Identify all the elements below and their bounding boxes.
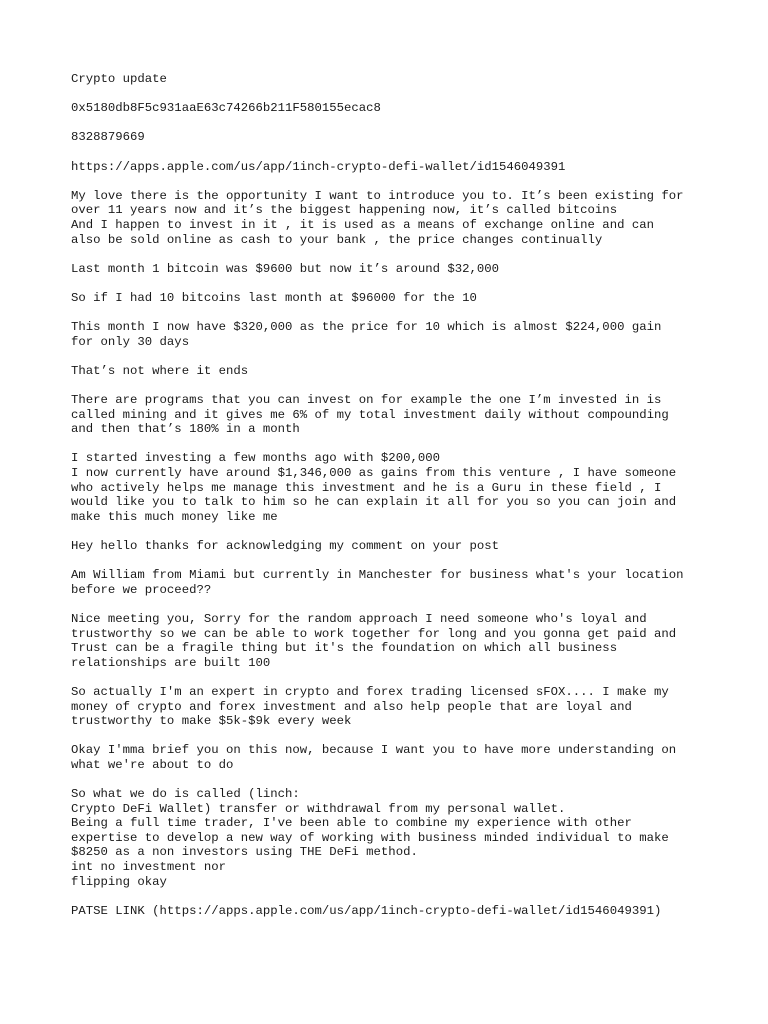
paragraph-brief: Okay I'mma brief you on this now, because I want you to have more understanding on what we're about to do (71, 743, 677, 772)
app-link: https://apps.apple.com/us/app/1inch-crypto-defi-wallet/id1546049391 (71, 159, 566, 174)
document-title: Crypto update (71, 72, 167, 86)
paragraph-defi-method: So what we do is called (linch: Crypto DeFi Wallet) transfer or withdrawal from my personal wallet. Being a full time trader, I've been able to combine my experience with other expertise to develop a new way of working with business minded individual to make $8250 as a non investors using THE DeFi method. int no investment nor flipping okay (71, 787, 669, 889)
paragraph-introduction: My love there is the opportunity I want to introduce you to. It’s been existing for over 11 years now and it’s the biggest happening now, it’s called bitcoins And I happen to invest in it , it is used as a means of exchange online and can also be sold online as cash to your bank , the price changes continually (71, 188, 684, 247)
paragraph-mining: There are programs that you can invest on for example the one I’m invested in is called mining and it gives me 6% of my total investment daily without compounding and then that’s 180% in a month (71, 393, 669, 437)
paragraph-paste-link: PATSE LINK (https://apps.apple.com/us/app/1inch-crypto-defi-wallet/id1546049391) (71, 903, 662, 918)
paragraph-gain: This month I now have $320,000 as the price for 10 which is almost $224,000 gain for only 30 days (71, 320, 662, 349)
paragraph-expert: So actually I'm an expert in crypto and forex trading licensed sFOX.... I make my money of crypto and forex investment and also help people that are loyal and trustworthy to make $5k-$9k every week (71, 684, 669, 729)
wallet-address: 0x5180db8F5c931aaE63c74266b211F580155ecac8 (71, 101, 381, 116)
paragraph-started-investing: I started investing a few months ago with $200,000 I now currently have around $1,346,000 as gains from this venture , I have someone who actively helps me manage this investment and he is a Guru in these field , I would like you to talk to him so he can explain it all for you so you can join and make this much money like me (71, 451, 677, 524)
document-body (71, 72, 721, 933)
paragraph-ten-bitcoins: So if I had 10 bitcoins last month at $96000 for the 10 (71, 290, 477, 305)
paragraph-bitcoin-price: Last month 1 bitcoin was $9600 but now it’s around $32,000 (71, 261, 500, 276)
paragraph-not-end: That’s not where it ends (71, 363, 249, 378)
phone-number: 8328879669 (71, 130, 145, 145)
paragraph-greeting: Hey hello thanks for acknowledging my comment on your post (71, 539, 500, 553)
paragraph-location: Am William from Miami but currently in Manchester for business what's your location before we proceed?? (71, 568, 684, 597)
paragraph-trust: Nice meeting you, Sorry for the random approach I need someone who's loyal and trustworthy so we can be able to work together for long and you gonna get paid and Trust can be a fragile thing but it's the foundation on which all business relationships are built 100 (71, 611, 677, 670)
